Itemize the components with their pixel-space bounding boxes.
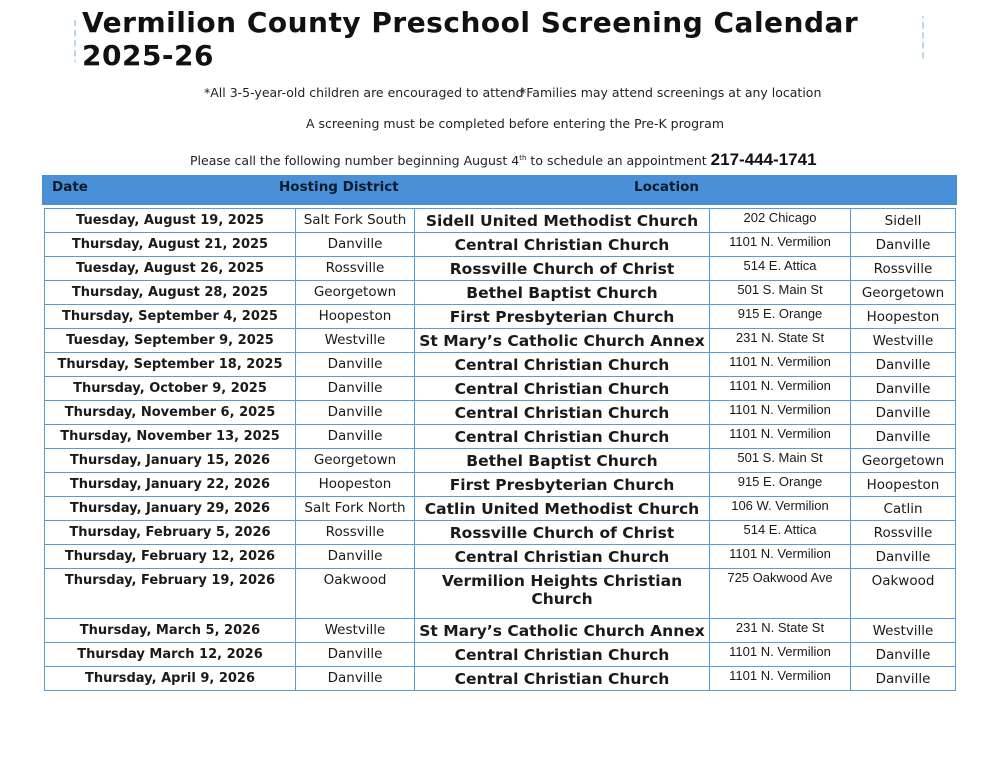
row-city: Georgetown [851,281,956,305]
row-city: Oakwood [851,569,956,619]
row-district: Salt Fork North [296,497,415,521]
row-church: Central Christian Church [415,233,710,257]
row-date: Thursday, April 9, 2026 [45,667,296,691]
page-title: Vermilion County Preschool Screening Calendar 2025-26 [76,6,922,72]
row-district: Danville [296,233,415,257]
note-requirement: A screening must be completed before entering the Pre-K program [306,116,725,131]
row-date: Thursday, November 6, 2025 [45,401,296,425]
table-row [45,281,956,305]
row-city: Catlin [851,497,956,521]
row-district: Hoopeston [296,473,415,497]
table-row [45,449,956,473]
row-city: Danville [851,425,956,449]
row-date: Thursday, March 5, 2026 [45,619,296,643]
row-address: 231 N. State St [710,619,851,643]
row-district: Danville [296,377,415,401]
row-address: 106 W. Vermilion [710,497,851,521]
row-date: Thursday, January 22, 2026 [45,473,296,497]
table-row [45,545,956,569]
row-church: Central Christian Church [415,667,710,691]
row-city: Hoopeston [851,473,956,497]
header-location: Location [634,179,699,195]
table-row [45,643,956,667]
note-call [190,150,817,170]
row-district: Georgetown [296,449,415,473]
row-address: 1101 N. Vermilion [710,667,851,691]
row-address: 915 E. Orange [710,305,851,329]
row-date: Thursday, January 15, 2026 [45,449,296,473]
table-row [45,233,956,257]
row-district: Danville [296,401,415,425]
note-ages: *All 3-5-year-old children are encouraged to attend [204,85,524,100]
phone-number: 217-444-1741 [710,150,817,169]
row-church: Central Christian Church [415,353,710,377]
row-address: 1101 N. Vermilion [710,425,851,449]
row-address: 231 N. State St [710,329,851,353]
row-city: Danville [851,377,956,401]
row-church: Central Christian Church [415,377,710,401]
header-date: Date [52,179,88,195]
row-address: 202 Chicago [710,209,851,233]
table-row [45,401,956,425]
row-date: Thursday, February 5, 2026 [45,521,296,545]
row-address: 1101 N. Vermilion [710,353,851,377]
table-row [45,425,956,449]
row-church: Sidell United Methodist Church [415,209,710,233]
row-address: 725 Oakwood Ave [710,569,851,619]
call-prefix: Please call the following number beginning August 4 [190,153,520,168]
row-address: 501 S. Main St [710,281,851,305]
table-row [45,377,956,401]
row-district: Danville [296,545,415,569]
table-row [45,257,956,281]
row-date: Thursday, January 29, 2026 [45,497,296,521]
table-row [45,569,956,619]
table-row [45,305,956,329]
row-date: Thursday, October 9, 2025 [45,377,296,401]
row-city: Danville [851,643,956,667]
row-district: Oakwood [296,569,415,619]
row-church: Central Christian Church [415,425,710,449]
note-families: *Families may attend screenings at any location [520,85,822,100]
row-church: Bethel Baptist Church [415,281,710,305]
row-city: Danville [851,667,956,691]
row-date: Thursday, August 21, 2025 [45,233,296,257]
row-church: Bethel Baptist Church [415,449,710,473]
row-date: Thursday, February 12, 2026 [45,545,296,569]
row-date: Thursday, September 18, 2025 [45,353,296,377]
row-church: Rossville Church of Christ [415,521,710,545]
row-city: Hoopeston [851,305,956,329]
row-church: Rossville Church of Christ [415,257,710,281]
call-sup: th [519,153,527,162]
row-church: St Mary’s Catholic Church Annex [415,329,710,353]
table-row [45,497,956,521]
table-row [45,209,956,233]
row-church: Central Christian Church [415,643,710,667]
table-row [45,667,956,691]
row-date: Thursday March 12, 2026 [45,643,296,667]
row-city: Danville [851,401,956,425]
row-address: 1101 N. Vermilion [710,377,851,401]
row-date: Thursday, August 28, 2025 [45,281,296,305]
row-date: Thursday, February 19, 2026 [45,569,296,619]
row-address: 1101 N. Vermilion [710,545,851,569]
row-district: Rossville [296,257,415,281]
row-date: Tuesday, August 26, 2025 [45,257,296,281]
row-district: Westville [296,329,415,353]
row-city: Danville [851,233,956,257]
row-church: First Presbyterian Church [415,305,710,329]
row-city: Westville [851,619,956,643]
title-banner [74,6,924,72]
table-header-bar [42,175,957,205]
row-address: 1101 N. Vermilion [710,401,851,425]
row-date: Thursday, November 13, 2025 [45,425,296,449]
row-district: Westville [296,619,415,643]
table-row [45,521,956,545]
row-address: 1101 N. Vermilion [710,643,851,667]
row-city: Rossville [851,257,956,281]
table-row [45,473,956,497]
table-row [45,619,956,643]
row-city: Sidell [851,209,956,233]
row-district: Danville [296,353,415,377]
row-district: Rossville [296,521,415,545]
row-church: St Mary’s Catholic Church Annex [415,619,710,643]
row-date: Tuesday, September 9, 2025 [45,329,296,353]
row-city: Danville [851,353,956,377]
row-address: 514 E. Attica [710,521,851,545]
row-city: Rossville [851,521,956,545]
row-address: 1101 N. Vermilion [710,233,851,257]
row-city: Danville [851,545,956,569]
row-district: Danville [296,643,415,667]
row-district: Salt Fork South [296,209,415,233]
row-city: Westville [851,329,956,353]
row-church: Vermilion Heights Christian Church [415,569,710,619]
table-row [45,329,956,353]
call-suffix: to schedule an appointment [526,153,707,168]
row-church: Central Christian Church [415,545,710,569]
row-city: Georgetown [851,449,956,473]
row-district: Georgetown [296,281,415,305]
row-address: 514 E. Attica [710,257,851,281]
row-district: Danville [296,425,415,449]
row-date: Thursday, September 4, 2025 [45,305,296,329]
table-row [45,353,956,377]
row-church: First Presbyterian Church [415,473,710,497]
row-district: Danville [296,667,415,691]
row-church: Central Christian Church [415,401,710,425]
schedule-table [44,208,956,691]
row-district: Hoopeston [296,305,415,329]
row-date: Tuesday, August 19, 2025 [45,209,296,233]
row-address: 501 S. Main St [710,449,851,473]
row-church: Catlin United Methodist Church [415,497,710,521]
row-address: 915 E. Orange [710,473,851,497]
header-district: Hosting District [279,179,399,195]
